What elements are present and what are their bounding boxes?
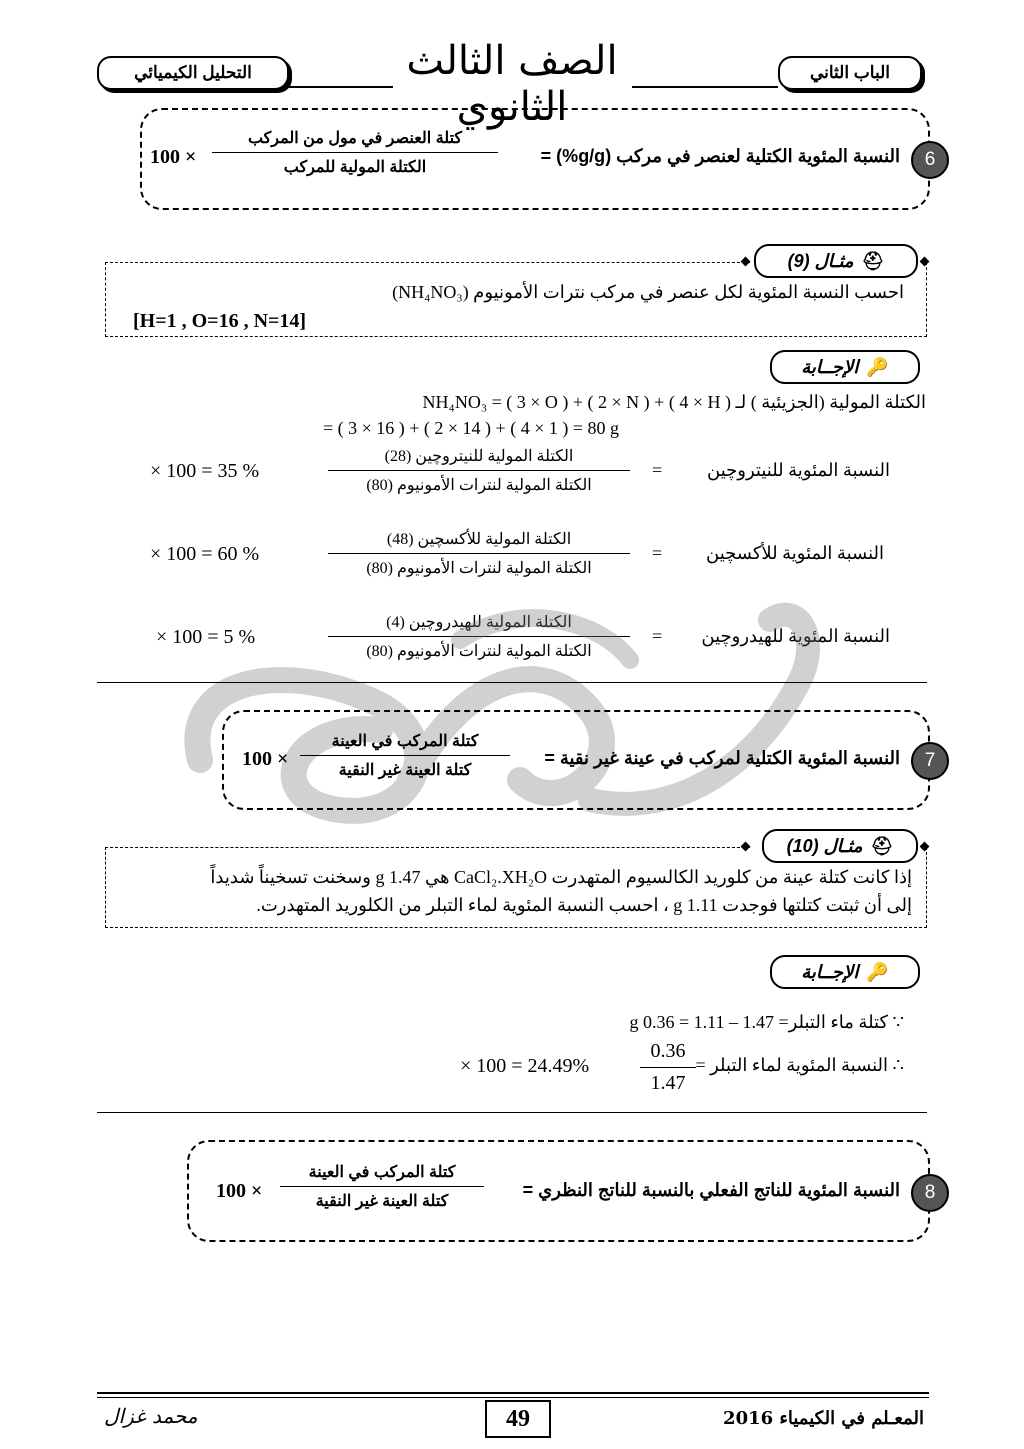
rule8-factor: 100 ×: [216, 1180, 263, 1202]
rule7-fraction: [300, 731, 510, 780]
rule8-denominator: كتلة العينة غير النقية: [315, 1193, 449, 1210]
rule7-number: 7: [911, 742, 949, 780]
answer9-molar-line2: = ( 3 × 16 ) + ( 2 × 14 ) + ( 4 × 1 ) = 80 g: [322, 418, 619, 438]
answer9-molar-line: الكتلة المولية (الجزيئية ) لـ NH₄NO₃ = ( 3 × O ) + ( 2 × N ) + ( 4 × H ): [422, 392, 926, 412]
answer9-row-nitrogen-eq: =: [652, 460, 663, 480]
answer9-pill-label: الإجــابة: [801, 356, 859, 377]
rule7-denominator: كتلة العينة غير النقية: [338, 762, 472, 779]
footer-rule-top: [97, 1392, 929, 1394]
answer9-row-nitrogen-tail: × 100 = 35 %: [150, 460, 260, 482]
answer9-row-nitrogen-num: الكتلة المولية للنيتروچين (28): [328, 446, 630, 471]
footer-rule-bottom: [97, 1397, 929, 1398]
answer10-line1: ∵ كتلة ماء التبلر= 1.47 – 1.11 = 0.36 g: [629, 1012, 904, 1032]
answer10-numerator: 0.36: [640, 1040, 696, 1068]
example9-given: [H=1 , O=16 , N=14]: [133, 310, 307, 332]
answer9-row-hydrogen-tail: × 100 = 5 %: [156, 626, 256, 648]
rule6-number: 6: [911, 141, 949, 179]
answer9-row-hydrogen-eq: =: [652, 626, 663, 646]
footer-signature: محمد غزال: [104, 1404, 198, 1428]
footer-right-text: المعـلم في الكيمياء 2016: [723, 1408, 924, 1429]
answer9-row-oxygen-tail: × 100 = 60 %: [150, 543, 260, 565]
rule6-factor: 100 ×: [150, 146, 197, 168]
answer9-row-hydrogen-den: الكتلة المولية لنترات الأمونيوم (80): [366, 643, 592, 660]
answer10-denominator: 1.47: [650, 1072, 686, 1094]
section-divider-2: [97, 1112, 927, 1113]
rule8-numerator: كتلة المركب في العينة: [280, 1162, 484, 1187]
chapter-right-tag: [778, 56, 922, 90]
rule7-numerator: كتلة المركب في العينة: [300, 731, 510, 756]
chapter-left-tag: [97, 56, 289, 90]
rule7-factor: 100 ×: [242, 748, 289, 770]
example10-line1: إذا كانت كتلة عينة من كلوريد الكالسيوم المتهدرت CaCl₂.XH₂O هي 1.47 g وسخنت تسخيناً شديداً: [210, 867, 912, 887]
answer10-line2-tail: × 100 = 24.49%: [460, 1055, 590, 1077]
page-number: 49: [485, 1400, 551, 1438]
rule8-number: 8: [911, 1174, 949, 1212]
helmet-icon: ⛑: [870, 835, 894, 856]
rule6-fraction: [212, 128, 498, 177]
answer9-row-nitrogen-label: النسبة المئوية للنيتروچين: [707, 460, 890, 480]
answer10-fraction: [640, 1040, 696, 1095]
rule6-numerator: كتلة العنصر في مول من المركب: [212, 128, 498, 153]
right-tag-label: الباب الثاني: [809, 63, 891, 82]
answer9-row-oxygen-eq: =: [652, 543, 663, 563]
answer9-row-oxygen-num: الكتلة المولية للأكسچين (48): [328, 529, 630, 554]
example9-pill: [754, 244, 918, 278]
key-icon: 🔑: [866, 356, 889, 377]
rule8-label: النسبة المئوية للناتج الفعلي بالنسبة للناتج النظري =: [522, 1180, 900, 1200]
rule6-label: النسبة المئوية الكتلية لعنصر في مركب (g/g%) =: [540, 146, 900, 166]
answer9-row-oxygen-den: الكتلة المولية لنترات الأمونيوم (80): [366, 560, 592, 577]
answer9-row-hydrogen-label: النسبة المئوية للهيدروچين: [701, 626, 890, 646]
rule6-denominator: الكتلة المولية للمركب: [283, 159, 427, 176]
answer9-row-hydrogen-num: الكتلة المولية للهيدروچين (4): [328, 612, 630, 637]
example9-pill-label: مثـال (9): [787, 250, 854, 271]
example10-line2: إلى أن ثبتت كتلتها فوجدت 1.11 g ، احسب النسبة المئوية لماء التبلر من الكلوريد المتهدرت.: [256, 895, 912, 915]
example9-question: احسب النسبة المئوية لكل عنصر في مركب نترات الأمونيوم (NH₄NO₃): [392, 282, 904, 302]
helmet-icon: ⛑: [861, 250, 885, 271]
rule7-label: النسبة المئوية الكتلية لمركب في عينة غير نقية =: [544, 748, 900, 768]
key-icon: 🔑: [866, 961, 889, 982]
header-rule-right: [632, 86, 778, 88]
answer10-pill-label: الإجــابة: [801, 961, 859, 982]
answer9-row-oxygen-label: النسبة المئوية للأكسچين: [706, 543, 884, 563]
example10-pill-label: مثـال (10): [786, 835, 863, 856]
rule8-fraction: [280, 1162, 484, 1211]
left-tag-label: التحليل الكيميائي: [134, 63, 252, 82]
answer10-line2-label: ∴ النسبة المئوية لماء التبلر =: [695, 1055, 904, 1075]
answer10-pill: [770, 955, 920, 989]
section-divider-1: [97, 682, 927, 683]
header-rule-left: [285, 86, 393, 88]
answer9-row-nitrogen-fraction: [328, 446, 630, 495]
example10-pill: [762, 829, 918, 863]
page-title: الصف الثالث الثانوي: [406, 38, 618, 130]
answer9-row-nitrogen-den: الكتلة المولية لنترات الأمونيوم (80): [366, 477, 592, 494]
answer9-pill: [770, 350, 920, 384]
